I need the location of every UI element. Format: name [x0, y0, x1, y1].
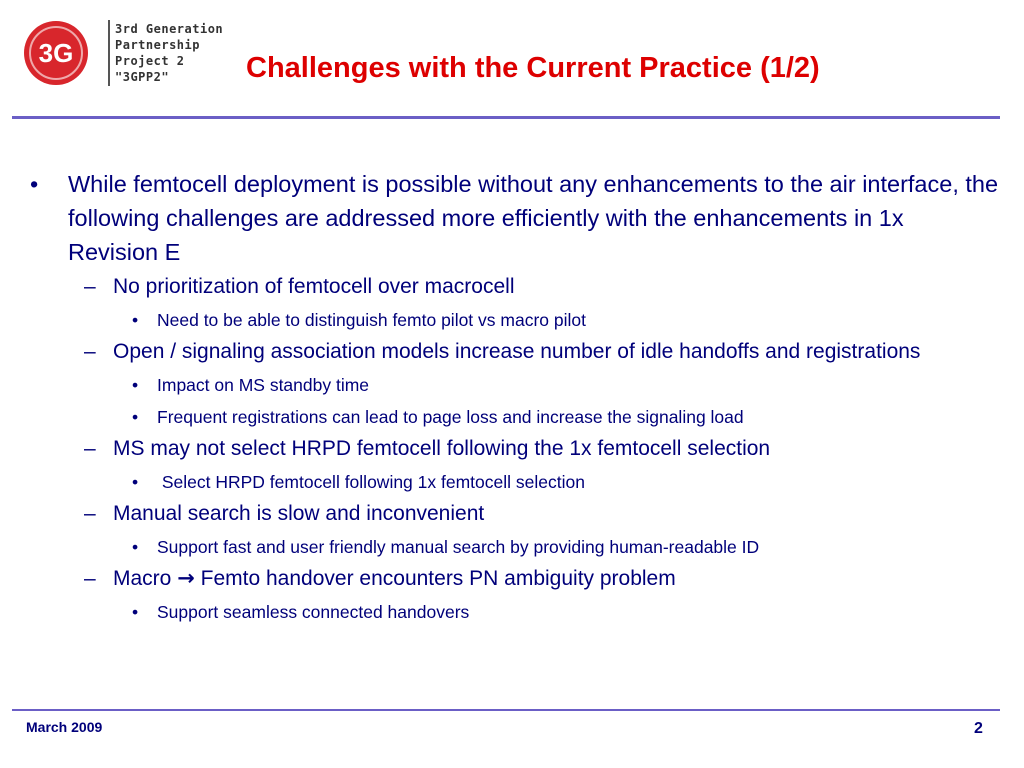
3g-emblem-icon [22, 18, 108, 88]
detail-bullet [30, 468, 1000, 496]
bullet-dot-icon: • [132, 537, 139, 557]
sub-bullet-text: MS may not select HRPD femtocell following the 1x femtocell selection [113, 437, 771, 460]
sub-bullet-text-before: Macro [113, 567, 172, 590]
footer-divider [12, 709, 1000, 711]
logo-text [115, 21, 223, 85]
logo-line: Project 2 [115, 54, 185, 68]
slide-title: Challenges with the Current Practice (1/2) [246, 52, 820, 84]
footer-date: March 2009 [26, 719, 103, 735]
detail-bullet-text: Impact on MS standby time [157, 375, 370, 395]
detail-bullet-text: Frequent registrations can lead to page loss and increase the signaling load [157, 407, 744, 427]
3gpp2-logo [22, 18, 247, 98]
dash-icon: – [84, 567, 96, 590]
bullet-dot-icon: • [132, 310, 139, 330]
detail-bullet [30, 371, 1000, 399]
sub-bullet-text: No prioritization of femtocell over macrocell [113, 275, 515, 298]
bullet-dot-icon: • [132, 472, 139, 492]
detail-bullet [30, 306, 1000, 334]
sub-bullet [30, 563, 1000, 594]
logo-line: "3GPP2" [115, 70, 170, 84]
logo-divider [108, 20, 110, 86]
sub-bullet-text: Manual search is slow and inconvenient [113, 502, 485, 525]
sub-bullet-text-after: Femto handover encounters PN ambiguity problem [200, 567, 676, 590]
dash-icon: – [84, 437, 96, 460]
bullet-dot-icon: • [132, 602, 139, 622]
bullet-dot-icon: • [132, 375, 139, 395]
detail-bullet [30, 533, 1000, 561]
dash-icon: – [84, 502, 96, 525]
detail-bullet-text: Need to be able to distinguish femto pilot vs macro pilot [157, 310, 586, 330]
detail-bullet-text: Support fast and user friendly manual search by providing human-readable ID [157, 537, 760, 557]
header-divider [12, 116, 1000, 119]
logo-line: Partnership [115, 38, 200, 52]
logo-line: 3rd Generation [115, 22, 224, 36]
sub-bullet [30, 271, 1000, 302]
bullet-dot-icon: • [132, 407, 139, 427]
page-number: 2 [974, 720, 983, 737]
sub-bullet-text: Open / signaling association models increase number of idle handoffs and registrations [113, 340, 921, 363]
sub-bullet [30, 433, 1000, 464]
intro-text: While femtocell deployment is possible without any enhancements to the air interface, the following challenges are addressed more efficiently with the enhancements in 1x Revision E [68, 171, 999, 265]
right-arrow-icon: → [177, 566, 195, 590]
sub-bullet [30, 336, 1000, 367]
detail-bullet-text: Select HRPD femtocell following 1x femtocell selection [157, 472, 585, 492]
logo-mark: 3G [38, 38, 74, 68]
sub-bullet [30, 498, 1000, 529]
detail-bullet [30, 403, 1000, 431]
detail-bullet-text: Support seamless connected handovers [157, 602, 470, 622]
slide-body [30, 167, 1000, 626]
detail-bullet [30, 598, 1000, 626]
bullet-dot-icon: • [30, 171, 39, 197]
dash-icon: – [84, 340, 96, 363]
bullet-intro [30, 167, 1000, 269]
dash-icon: – [84, 275, 96, 298]
